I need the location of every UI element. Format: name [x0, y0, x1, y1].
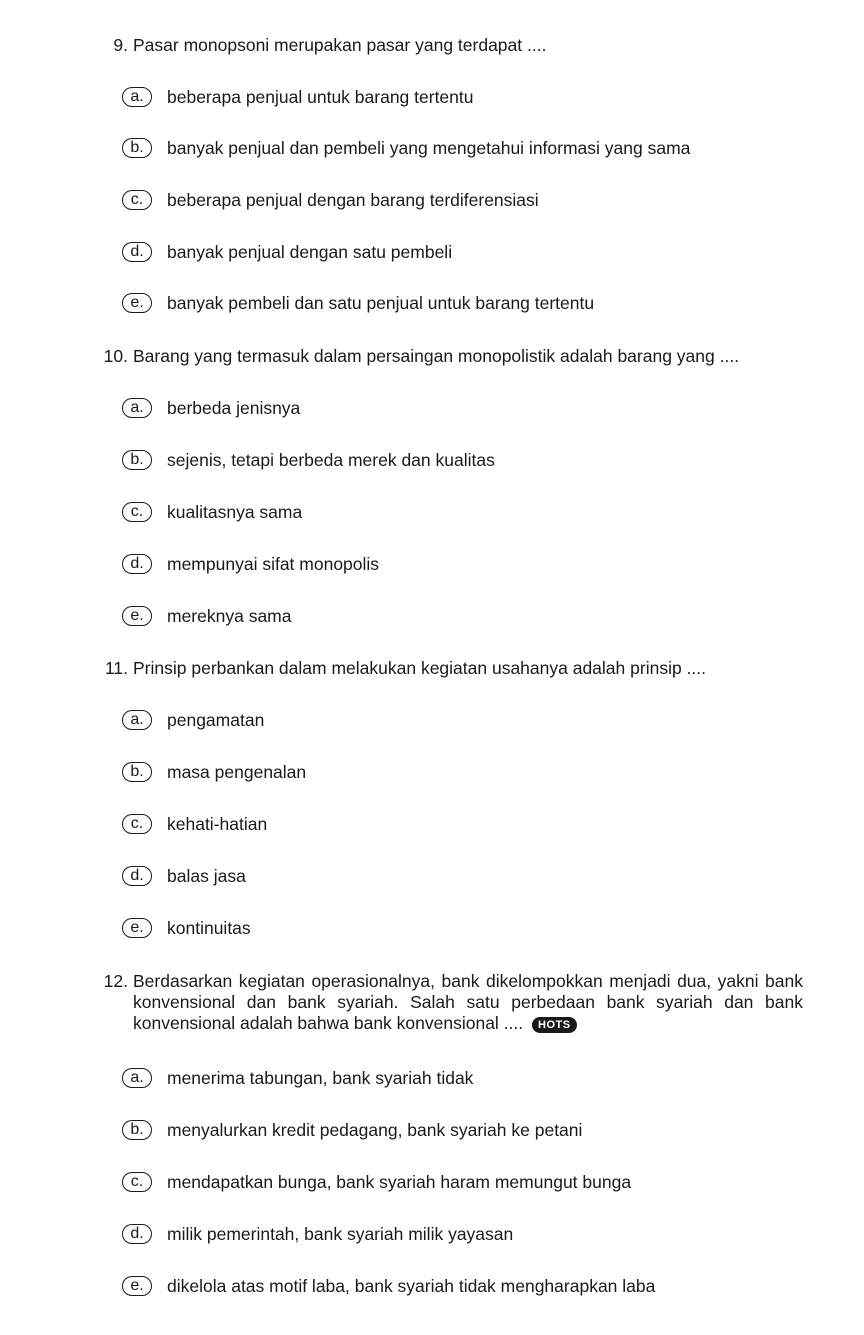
option-letter-badge: b.: [122, 762, 152, 782]
option-letter-badge: e.: [122, 293, 152, 313]
option-text: masa pengenalan: [167, 761, 307, 782]
option-letter-badge: a.: [122, 87, 152, 107]
question-text: Pasar monopsoni merupakan pasar yang terdapat ....: [133, 35, 547, 55]
option-text: balas jasa: [167, 865, 246, 886]
question-text: Barang yang termasuk dalam persaingan monopolistik adalah barang yang ....: [133, 346, 740, 366]
option-e[interactable]: [122, 1273, 655, 1299]
option-letter-badge: d.: [122, 1224, 152, 1244]
option-d[interactable]: [122, 551, 379, 577]
option-d[interactable]: [122, 239, 452, 265]
option-a[interactable]: [122, 1065, 473, 1091]
option-e[interactable]: [122, 290, 594, 316]
option-text: pengamatan: [167, 709, 265, 730]
option-text: beberapa penjual untuk barang tertentu: [167, 86, 474, 107]
option-d[interactable]: [122, 863, 246, 889]
option-letter-badge: b.: [122, 138, 152, 158]
option-text: beberapa penjual dengan barang terdiferensiasi: [167, 189, 539, 210]
option-letter-badge: c.: [122, 1172, 152, 1192]
option-c[interactable]: [122, 1169, 631, 1195]
option-b[interactable]: [122, 1117, 582, 1143]
option-letter-badge: d.: [122, 242, 152, 262]
question-text-block: [133, 971, 803, 1034]
question-number: 10.: [103, 346, 128, 366]
option-text: kualitasnya sama: [167, 501, 303, 522]
option-text: sejenis, tetapi berbeda merek dan kualitas: [167, 449, 495, 470]
option-letter-badge: c.: [122, 502, 152, 522]
option-letter-badge: e.: [122, 1276, 152, 1296]
option-letter-badge: a.: [122, 398, 152, 418]
question-number: 11.: [104, 658, 128, 678]
option-e[interactable]: [122, 915, 251, 941]
option-text: mempunyai sifat monopolis: [167, 553, 380, 574]
option-text: kehati-hatian: [167, 813, 268, 834]
option-e[interactable]: [122, 603, 292, 629]
option-text: menerima tabungan, bank syariah tidak: [167, 1067, 474, 1088]
option-c[interactable]: [122, 187, 539, 213]
option-letter-badge: e.: [122, 918, 152, 938]
option-a[interactable]: [122, 707, 264, 733]
option-letter-badge: d.: [122, 554, 152, 574]
option-text: mendapatkan bunga, bank syariah haram memungut bunga: [167, 1171, 632, 1192]
option-letter-badge: a.: [122, 710, 152, 730]
option-text: berbeda jenisnya: [167, 397, 301, 418]
hots-badge: HOTS: [532, 1017, 577, 1033]
question-text: Prinsip perbankan dalam melakukan kegiatan usahanya adalah prinsip ....: [133, 658, 706, 678]
option-letter-badge: c.: [122, 814, 152, 834]
option-letter-badge: d.: [122, 866, 152, 886]
option-letter-badge: e.: [122, 606, 152, 626]
option-letter-badge: c.: [122, 190, 152, 210]
option-c[interactable]: [122, 811, 267, 837]
option-b[interactable]: [122, 447, 495, 473]
option-text: kontinuitas: [167, 917, 251, 938]
option-text: dikelola atas motif laba, bank syariah tidak mengharapkan laba: [167, 1275, 656, 1296]
option-text: mereknya sama: [167, 605, 292, 626]
option-b[interactable]: [122, 759, 306, 785]
option-a[interactable]: [122, 395, 300, 421]
question-text: Berdasarkan kegiatan operasionalnya, bank dikelompokkan menjadi dua, yakni bank konvensional dan bank syariah. Salah satu perbedaan bank syariah dan bank konvensional adalah bahwa bank konvensional ....: [133, 971, 803, 1033]
option-text: banyak penjual dengan satu pembeli: [167, 241, 453, 262]
option-d[interactable]: [122, 1221, 513, 1247]
option-letter-badge: a.: [122, 1068, 152, 1088]
option-text: banyak pembeli dan satu penjual untuk barang tertentu: [167, 292, 595, 313]
option-c[interactable]: [122, 499, 302, 525]
option-text: banyak penjual dan pembeli yang mengetahui informasi yang sama: [167, 137, 691, 158]
option-text: menyalurkan kredit pedagang, bank syariah ke petani: [167, 1119, 583, 1140]
option-letter-badge: b.: [122, 1120, 152, 1140]
question-number: 9.: [113, 35, 128, 55]
question-number: 12.: [103, 971, 128, 991]
option-a[interactable]: [122, 84, 474, 110]
option-text: milik pemerintah, bank syariah milik yayasan: [167, 1223, 514, 1244]
option-letter-badge: b.: [122, 450, 152, 470]
option-b[interactable]: [122, 135, 690, 161]
